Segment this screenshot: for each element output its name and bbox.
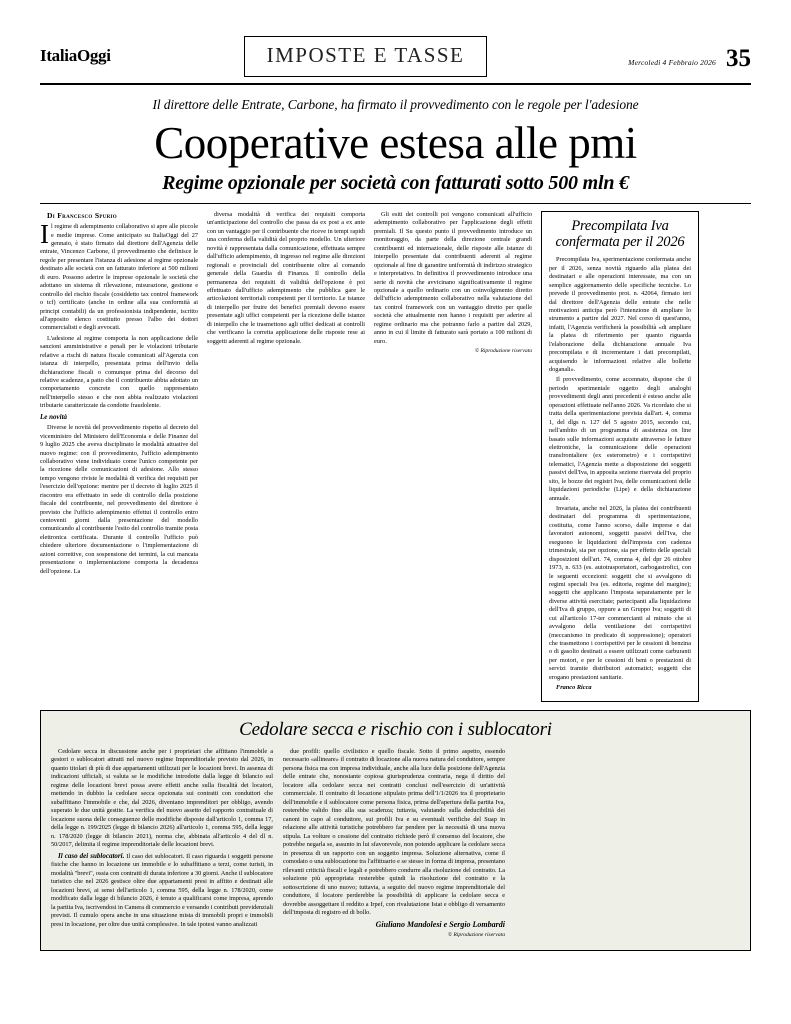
feature-paragraph-text: Il caso dei sublocatori. Il caso riguarda i soggetti persone fisiche che hanno in locazione un immobile e lo subaffittano a terzi, come turisti, in modalità "brevi", ossia con contratti di durata inferiore a 30 giorni. Anche il sublocatore turistico che nel 2026 gestisce oltre due appartamenti presi in affitto e destinati alle locazioni brevi, ai sensi dell'articolo 1, comma 595, della legge n. 178/2020, come modificato dalla legge di bilancio 2026, è tenuto a qualificarsi come impresa, aprendo la partita Iva, iscrivendosi in Camera di commercio e versando i contributi previdenziali previsti. Il cumulo opera anche in una situazione mista di immobili propri e immobili presi in locazione, per oltre due unità complessive. In tale ipotesi vanno analizzati [51,852,274,928]
sidebar-title-line1: Precompilata Iva [571,218,669,234]
headline-divider [40,203,751,204]
article-columns [40,211,751,702]
page-number: 35 [725,45,751,72]
feature-subsection-heading: Il caso dei sublocatori. [58,851,125,860]
feature-paragraph: Cedolare secca in discussione anche per i proprietari che affittano l'immobile a gestori o sublocatori attratti nel nuovo regime Imprenditoriale previsto dal 2026, in quanto titolari di più di due appartamenti utilizzati per le locazioni brevi. In assenza di indicazioni ufficiali, si valuta se le modifiche introdotte dalla legge di bilancio sul regime delle locazioni brevi possa avere effetti anche sulla fiscalità dei locatori, mettendo in dubbio la cedolare secca opzionata sui contratti con conduttori che subaffittano l'immobile e che, dal 2026, diventano imprenditori per obbligo, avendo superato le due unità gestite. La verifica del nuovo assetto del rapporto contrattuale di locazione suona delle conseguenze delle modifiche disposte dall'articolo 1, comma 17, della legge n. 199/2025 (legge di bilancio 2026) all'articolo 1, comma 595, della legge n. 178/2020 (legge di bilancio 2021), norma che, abbinata all'articolo 4 del dl n. 50/2017, delimita il regime imprenditoriale delle locazioni brevi. [51,747,273,849]
feature-column-1 [51,748,273,942]
sidebar-author-signature: Franco Ricca [556,684,592,692]
body-paragraph: diversa modalità di verifica dei requisiti comporta un'anticipazione del controllo che passa da ex post a ex ante con un vantaggio per il contribuente che riceve in tempi rapidi una conferma della validità del proprio modello. Un ulteriore novità è rappresentata dalla comunicazione, effettuata sempre dall'ufficio adempimento, di ingresso nel regime alle direzioni regionali e provinciali del contribuente oltre al comando generale della Guardia di Finanza. Il controllo della permanenza dei requisiti di validità dell'opzione è poi effettuato dall'ufficio adempimento che pubblica gare le articolazioni territoriali competenti per il territorio. Le istanze di interpello per fruire dei benefici premiali devono essere presentate agli uffici competenti per la ricezione delle istanze di interpello che le trasmettono agli uffici dedicati ai controlli che verificano la corretta applicazione delle risposte rese ai soggetti aderenti al regime opzionale. [207,211,365,345]
article-column-1 [40,211,198,702]
brand-italia: Italia [40,46,77,65]
masthead [40,34,751,85]
sidebar-paragraph: Precompilata Iva, sperimentazione confermata anche per il 2026, senza novità riguardo alla platea dei destinatari e alle operazioni interessate, ma con un semplice aggiornamento delle specifiche tecniche. Lo prevede il provvedimento prot. n. 42064, firmato ieri dal direttore dell'Agenzia delle entrate che nelle motivazioni anticipa però l'intenzione di ampliare lo strumento a partire dal 2027. Nel corso di quest'anno, infatti, l'Agenzia verificherà la possibilità «di ampliare la platea di riferimento per quanto riguarda l'elaborazione della dichiarazione annuale Iva precompilata e di incrementare i dati precompilati, acquisendo le informazioni relative alle bollette doganali». [549,256,691,373]
masthead-right [541,34,751,71]
sidebar-paragraph: Invariata, anche nel 2026, la platea dei contribuenti destinatari del programma di sperimentazione, costituita, come l'anno scorso, dalle imprese e dai lavoratori autonomi, soggetti passivi dell'Iva, che eseguono le liquidazioni dell'imposta con cadenza trimestrale, sia per opzione, sia per effetto delle speciali disposizioni dell'art. 74, comma 4, del dpr 26 ottobre 1973, n. 633 (es. autotrasportatori, carbogastrofici, con le seguenti eccezioni: soggetti che si avvalgono di regimi speciali Iva (es. editoria, regime del margine); soggetti che applicano l'imposta separatamente per le diverse attività esercitate; partecipanti alla liquidazione dell'Iva di gruppo, oppure a un Gruppo Iva; soggetti di cui all'articolo 17-ter commercianti al minuto che si avvalgono della ventilazione dei corrispettivi (meccanismo in predicato di soppressione); operatori che trasmettono i corrispettivi per le cessioni di benzina o di gasolio destinati a essere utilizzati come carburanti per motori, e per le cessioni di beni o prestazioni di servizi tramite distributori automatici; soggetti che erogano prestazioni sanitarie. [549,505,691,681]
issue-date: Mercoledì 4 Febbraio 2026 [628,57,716,67]
feature-paragraph [51,852,273,930]
feature-column-2 [283,748,505,942]
article-byline: Di Francesco Spurio [47,211,117,220]
subsection-heading-text: Le novità [40,412,68,421]
section-title: IMPOSTE E TASSE [244,36,488,77]
article-column-2 [207,211,365,702]
subsection-heading [40,413,198,422]
sidebar-title-line2: confermata per il 2026 [555,233,685,250]
article-kicker: Il direttore delle Entrate, Carbone, ha firmato il provvedimento con le regole per l'adesione [152,97,639,112]
body-paragraph: Il regime di adempimento collaborativo si apre alle piccole e medie imprese. Come anticipato su ItaliaOggi del 27 gennaio, è stato firmato dal direttore dell'Agenzia delle entrate, Vincenzo Carbone, il provvedimento che definisce le regole per presentare l'istanza di adesione al regime opzionale destinato alle società con un fatturato inferiore ai 500 milioni di euro. Possono aderire le imprese opzionale le società che adottano un sistema di rilevazione, misurazione, gestione e controllo del rischio fiscale (cosiddetto tax control framework o tcf) certificato (anche in ordine alla sua conformità ai principi contabili) da un professionista indipendente, iscritto all'apposito elenco costituito presso l'albo dei dottori commercialisti e degli avvocati. [40,219,198,332]
feature-paragraph: due profili: quello civilistico e quello fiscale. Sotto il primo aspetto, essendo necessario «allineare» il contratto di locazione alla nuova natura del conduttore, sempre persona fisica ma con impresa individuale, anche alla luce della posizione dell'Agenzia delle entrate che, nonostante copiosa giurisprudenza contraria, nega il diritto del locatore alla cedolare secca nei contratti conclusi nell'esercizio di un'attività commerciale. Il contratto di locazione stipulato prima dell'1/1/2026 tra il proprietario dell'immobile e il sublocatore come persona fisica, prima dell'apertura della partita Iva, resterebbe valido fino alla sua scadenza; tuttavia, valutando sulla deducibilità dei canoni in capo al conduttore, sui profili Iva e su eventuali verifiche del Suap in relazione alle attività turistiche potrebbero far pendere per la necessità di una nuova stipula. La volture o cessione del contratto richiede però il consenso del locatore, che potrebbe negarla se, assunto in lui sfavorevole, non potendo applicare la cedolare secca in presenza di un rapporto con un soggetto impresa. Soluzione alternativa, come il comodato o una sublocazione tra l'affittuario e se stesso in forma di impresa, presentano rilevanti criticità fiscali e legali e potrebbero condurre alla risoluzione del contratto. La soluzione più appropriata resterebbe quindi la risoluzione del contratto e la sottoscrizione di uno nuovo; tuttavia, a seguito del nuovo regime imprenditoriale del conduttore, il locatore perderebbe la possibilità di applicare la cedolare secca e dovrebbe assoggettare il reddito a Irpef, con rivalutazione Istat e obbligo di versamento dell'imposta di registro ed di bollo. [283,747,505,917]
feature-article-cedolare [40,710,751,951]
body-paragraph: L'adesione al regime comporta la non applicazione delle sanzioni amministrative e penali per le violazioni tributarie relative a rischi di natura fiscale comunicati all'Agenzia con istanza di interpello, presentata prima dell'invio della dichiarazione fiscali o comunque prima del decorso del relative scadenze, a patto che il contribuente abbia adottato un comportamento concrete con quello rappresentato nell'interpello stesso e che non abbia realizzato violazioni tributarie caratterizzate da condotte fraudolente. [40,334,198,410]
publication-logo [40,34,190,66]
article-subhead: Regime opzionale per società con fatturati sotto 500 mln € [162,172,629,194]
brand-oggi: Oggi [76,46,111,65]
sidebar-article-precompilata [541,211,699,702]
copyright-mark: © Riproduzione riservata [474,348,532,354]
sidebar-article-title [549,219,691,250]
feature-article-title: Cedolare secca e rischio con i sublocatori [239,718,552,740]
feature-author-signature: Giuliano Mandolesi e Sergio Lombardi [375,919,505,929]
feature-copyright-mark: © Riproduzione riservata [447,932,505,939]
article-headline: Cooperative estesa alle pmi [154,118,637,168]
body-paragraph: Gli esiti dei controlli poi vengono comunicati all'ufficio adempimento collaborativo per l'applicazione degli effetti premiali. Il Su questo punto il provvedimento introduce un monitoraggio, da parte della direzione centrale grandi contribuenti ed internazionale, delle risposte alle istanze di interpello presentate dai contribuenti aderenti al regime opzionale al fine di garantire uniformità di indirizzo strategico e interpretativo. In definitiva il provvedimento introduce una serie di novità che avvicinano significativamente il regime opzionale a quello ordinario con un coinvolgimento diretto dell'ufficio adempimento collaborativo nella valutazione del tax control framework con un vantaggio diretto per quelle società che attualmente non hanno i requisiti per aderire al regime ordinario ma che potranno farlo a partire dal 2029, anno in cui il limite di fatturato sarà portato a 100 milioni di euro. [374,211,532,345]
article-column-3 [374,211,532,702]
feature-columns [51,748,740,942]
sidebar-paragraph: Il provvedimento, come accennato, dispone che il periodo sperimentale oggetto degli analoghi provvedimenti degli anni precedenti è esteso anche alle operazioni effettuate nell'anno 2026. Va ricordato che si tratta della sperimentazione prevista dall'art. 4, comma 1, del dlgs n. 127 del 5 agosto 2015, secondo cui, nell'ambito di un programma di assistenza on line basato sulle informazioni acquisite attraverso le fatture elettroniche, la comunicazione delle operazioni transfrontaliere (ex esterometro) e i corrispettivi telematici, l'Agenzia mette a disposizione dei soggetti passivi dell'Iva, in apposita sezione riservata del proprio sito, le bozze dei registri Iva, delle comunicazioni delle liquidazioni periodiche (Lipe) e della dichiarazione annuale. [549,376,691,502]
body-paragraph: Diverse le novità del provvedimento rispetto al decreto del viceministro del Ministero dell'Economia e delle Finanze del 9 luglio 2025 che aveva disciplinato le modalità attuative del nuovo regime: con il provvedimento, l'ufficio adempimento collaborativo viene individuato come l'unico competente per la ricezione delle comunicazioni di adesione. Allo stesso tempo vengono riviste le modalità di verifica dei requisiti per l'esercizio dell'opzione: mentre per il decreto di luglio 2025 il riscontro era effettuato in sede di controllo della posizione fiscale del contribuente, nel provvedimento del direttore è previsto che l'ufficio adempimento effettui il controllo entro centoventi giorni dalla presentazione del modello comunicando al contribuente l'esito del controllo tramite posta elettronica certificata. Durante il controllo l'ufficio può chiedere ulteriore documentazione o l'implementazione di azioni correttive, con sospensione dei termini, la cui mancata presentazione o implementazione comporta la decadenza dell'opzione. La [40,424,198,575]
